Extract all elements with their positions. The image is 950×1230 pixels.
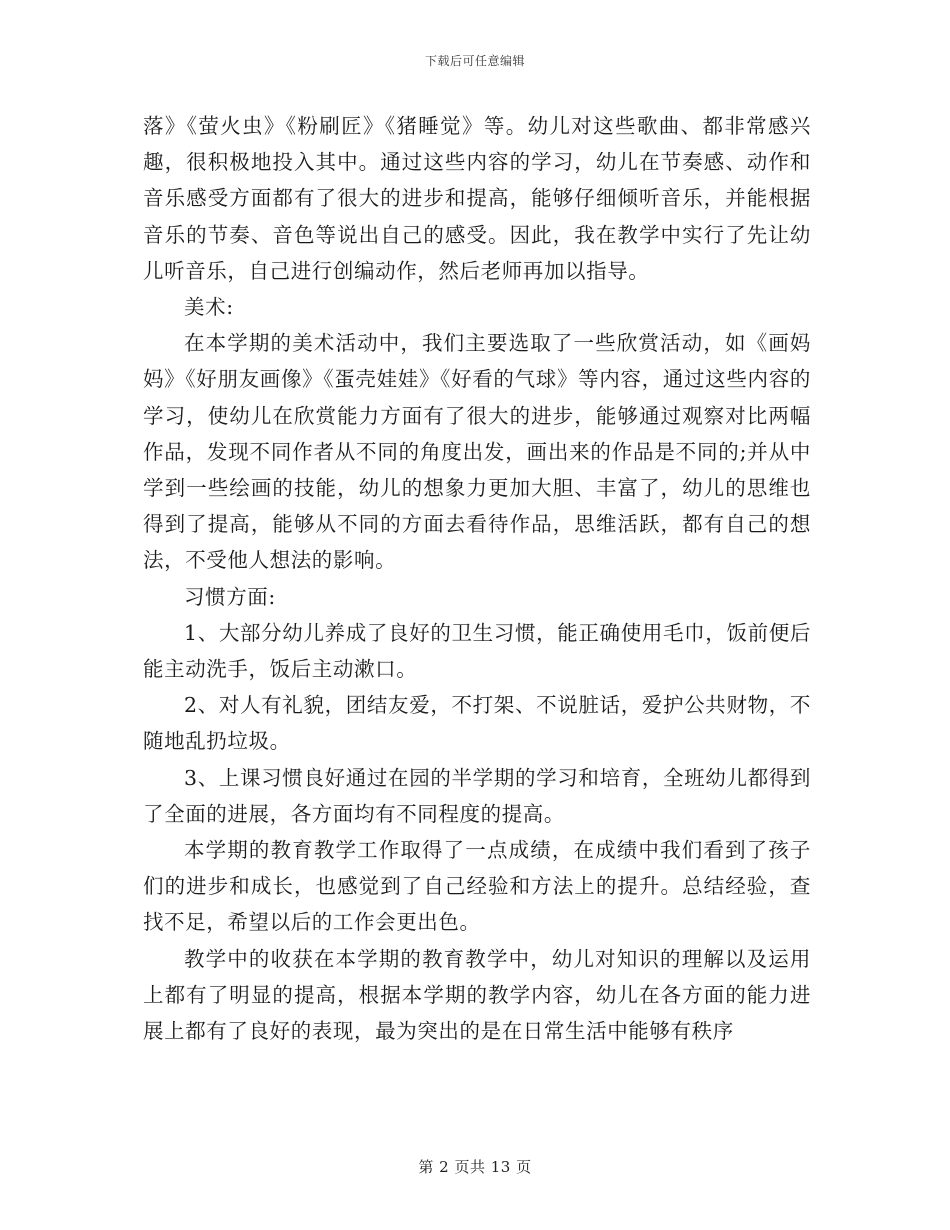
paragraph-summary: 本学期的教育教学工作取得了一点成绩，在成绩中我们看到了孩子们的进步和成长，也感觉到了自己经验和方法上的提升。总结经验，查找不足，希望以后的工作会更出色。 xyxy=(143,838,811,935)
heading-habits: 习惯方面: xyxy=(184,584,276,609)
paragraph-habit-3: 3、上课习惯良好通过在园的半学期的学习和培育，全班幼儿都得到了全面的进展，各方面均有不同程度的提高。 xyxy=(143,765,811,826)
paragraph-habit-1: 1、大部分幼儿养成了良好的卫生习惯，能正确使用毛巾，饭前便后能主动洗手，饭后主动漱口。 xyxy=(143,620,811,682)
paragraph-music-continued: 落》《萤火虫》《粉刷匠》《猪睡觉》等。幼儿对这些歌曲、都非常感兴趣，很积极地投入其中。通过这些内容的学习，幼儿在节奏感、动作和音乐感受方面都有了很大的进步和提高，能够仔细倾听音乐，并能根据音乐的节奏、音色等说出自己的感受。因此，我在教学中实行了先让幼儿听音乐，自己进行创编动作，然后老师再加以指导。 xyxy=(143,114,811,283)
paragraph-habit-2: 2、对人有礼貌，团结友爱，不打架、不说脏话，爱护公共财物，不随地乱扔垃圾。 xyxy=(143,693,811,754)
paragraph-gains: 教学中的收获在本学期的教育教学中，幼儿对知识的理解以及运用上都有了明显的提高，根据本学期的教学内容，幼儿在各方面的能力进展上都有了良好的表现，最为突出的是在日常生活中能够有秩序 xyxy=(143,946,811,1044)
page-footer: 第 2 页共 13 页 xyxy=(418,1158,532,1176)
document-body xyxy=(143,108,811,1049)
page-header: 下载后可任意编辑 xyxy=(424,54,525,68)
heading-art: 美术: xyxy=(184,295,234,320)
paragraph-art: 在本学期的美术活动中，我们主要选取了一些欣赏活动，如《画妈妈》《好朋友画像》《蛋壳娃娃》《好看的气球》等内容，通过这些内容的学习，使幼儿在欣赏能力方面有了很大的进步，能够通过观察对比两幅作品，发现不同作者从不同的角度出发，画出来的作品是不同的;并从中学到一些绘画的技能，幼儿的想象力更加大胆、丰富了，幼儿的思维也得到了提高，能够从不同的方面去看待作品，思维活跃，都有自己的想法，不受他人想法的影响。 xyxy=(143,331,811,573)
